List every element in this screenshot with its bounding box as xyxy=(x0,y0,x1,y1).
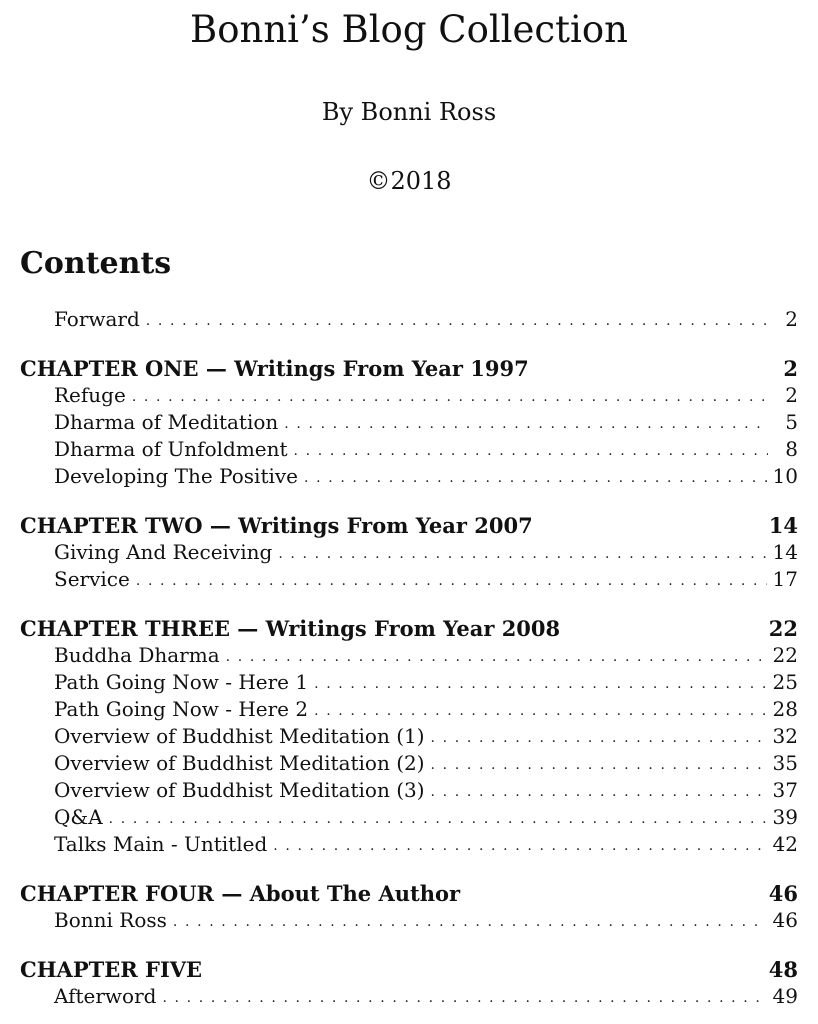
toc-entry-label: Dharma of Meditation xyxy=(54,410,279,434)
toc-entry-page: 22 xyxy=(772,643,798,667)
toc-entry-page: 2 xyxy=(785,307,798,331)
toc-entry[interactable] xyxy=(20,723,798,750)
toc-chapter-title: CHAPTER THREE — Writings From Year 2008 xyxy=(20,616,561,641)
toc-entry-page: 17 xyxy=(772,567,798,591)
toc-entry-page: 46 xyxy=(772,908,798,932)
toc-entry[interactable] xyxy=(20,907,798,934)
toc-chapter-page: 22 xyxy=(768,616,798,641)
dot-leader xyxy=(284,411,768,438)
dot-leader xyxy=(136,568,767,595)
dot-leader xyxy=(109,806,767,833)
toc-entry[interactable] xyxy=(20,539,798,566)
toc-chapter-page: 2 xyxy=(783,356,798,381)
dot-leader xyxy=(294,438,768,465)
toc-chapter-page: 46 xyxy=(768,881,798,906)
document-copyright: ©2018 xyxy=(366,167,452,195)
toc-chapter-title: CHAPTER ONE — Writings From Year 1997 xyxy=(20,356,529,381)
dot-leader xyxy=(226,644,767,671)
toc-entry-label: Overview of Buddhist Meditation (1) xyxy=(54,724,425,748)
toc-chapter-page: 48 xyxy=(768,957,798,982)
toc-entry-label: Bonni Ross xyxy=(54,908,167,932)
toc-chapter-title: CHAPTER TWO — Writings From Year 2007 xyxy=(20,513,533,538)
toc-entry[interactable] xyxy=(20,642,798,669)
toc-chapter-five[interactable] xyxy=(20,956,798,983)
toc-entry[interactable] xyxy=(20,409,798,436)
toc-entry-label: Developing The Positive xyxy=(54,464,299,488)
toc-entry-page: 10 xyxy=(772,464,798,488)
dot-leader xyxy=(273,833,766,860)
document-author: By Bonni Ross xyxy=(321,98,497,126)
toc-entry[interactable] xyxy=(20,463,798,490)
toc-chapter-title: CHAPTER FOUR — About The Author xyxy=(20,881,461,906)
toc-entry-label: Dharma of Unfoldment xyxy=(54,437,288,461)
toc-chapter-two[interactable] xyxy=(20,512,798,539)
toc-chapter-page: 14 xyxy=(768,513,798,538)
toc-entry[interactable] xyxy=(20,669,798,696)
toc-entry-label: Q&A xyxy=(54,805,103,829)
toc-entry-page: 5 xyxy=(785,410,798,434)
toc-chapter-three[interactable] xyxy=(20,615,798,642)
toc-entry[interactable] xyxy=(20,436,798,463)
toc-entry-page: 49 xyxy=(772,984,798,1008)
dot-leader xyxy=(162,985,766,1012)
dot-leader xyxy=(314,698,766,725)
dot-leader xyxy=(431,752,767,779)
toc-entry-page: 32 xyxy=(772,724,798,748)
toc-entry-label: Giving And Receiving xyxy=(54,540,273,564)
toc-entry-label: Overview of Buddhist Meditation (3) xyxy=(54,778,425,802)
toc-entry-label: Service xyxy=(54,567,130,591)
toc-entry-label: Refuge xyxy=(54,383,126,407)
toc-entry-page: 39 xyxy=(772,805,798,829)
toc-entry[interactable] xyxy=(20,696,798,723)
toc-entry-page: 28 xyxy=(772,697,798,721)
toc-entry-label: Path Going Now - Here 2 xyxy=(54,697,309,721)
toc-entry-page: 14 xyxy=(772,540,798,564)
toc-entry[interactable] xyxy=(20,382,798,409)
dot-leader xyxy=(431,725,767,752)
dot-leader xyxy=(132,384,768,411)
toc-entry[interactable] xyxy=(20,566,798,593)
dot-leader xyxy=(278,541,766,568)
toc-entry-page: 8 xyxy=(785,437,798,461)
toc-entry-page: 2 xyxy=(785,383,798,407)
toc-entry-label: Afterword xyxy=(54,984,157,1008)
toc-entry-forward[interactable] xyxy=(20,306,798,333)
dot-leader xyxy=(431,779,767,806)
toc-entry-page: 35 xyxy=(772,751,798,775)
toc-entry[interactable] xyxy=(20,983,798,1010)
document-title: Bonni’s Blog Collection xyxy=(190,8,628,51)
dot-leader xyxy=(173,909,767,936)
toc-entry[interactable] xyxy=(20,750,798,777)
toc-chapter-title: CHAPTER FIVE xyxy=(20,957,203,982)
dot-leader xyxy=(304,465,767,492)
toc-entry-label: Overview of Buddhist Meditation (2) xyxy=(54,751,425,775)
toc-entry-page: 37 xyxy=(772,778,798,802)
dot-leader xyxy=(314,671,766,698)
toc-chapter-four[interactable] xyxy=(20,880,798,907)
toc-entry[interactable] xyxy=(20,804,798,831)
toc-entry-label: Path Going Now - Here 1 xyxy=(54,670,309,694)
toc-entry-label: Talks Main - Untitled xyxy=(54,832,268,856)
dot-leader xyxy=(146,308,768,335)
toc-chapter-one[interactable] xyxy=(20,355,798,382)
table-of-contents xyxy=(20,306,798,1010)
toc-entry[interactable] xyxy=(20,777,798,804)
contents-heading: Contents xyxy=(20,246,172,281)
toc-entry-page: 42 xyxy=(772,832,798,856)
toc-entry-page: 25 xyxy=(772,670,798,694)
toc-entry-label: Buddha Dharma xyxy=(54,643,220,667)
toc-entry-label: Forward xyxy=(54,307,140,331)
toc-entry[interactable] xyxy=(20,831,798,858)
